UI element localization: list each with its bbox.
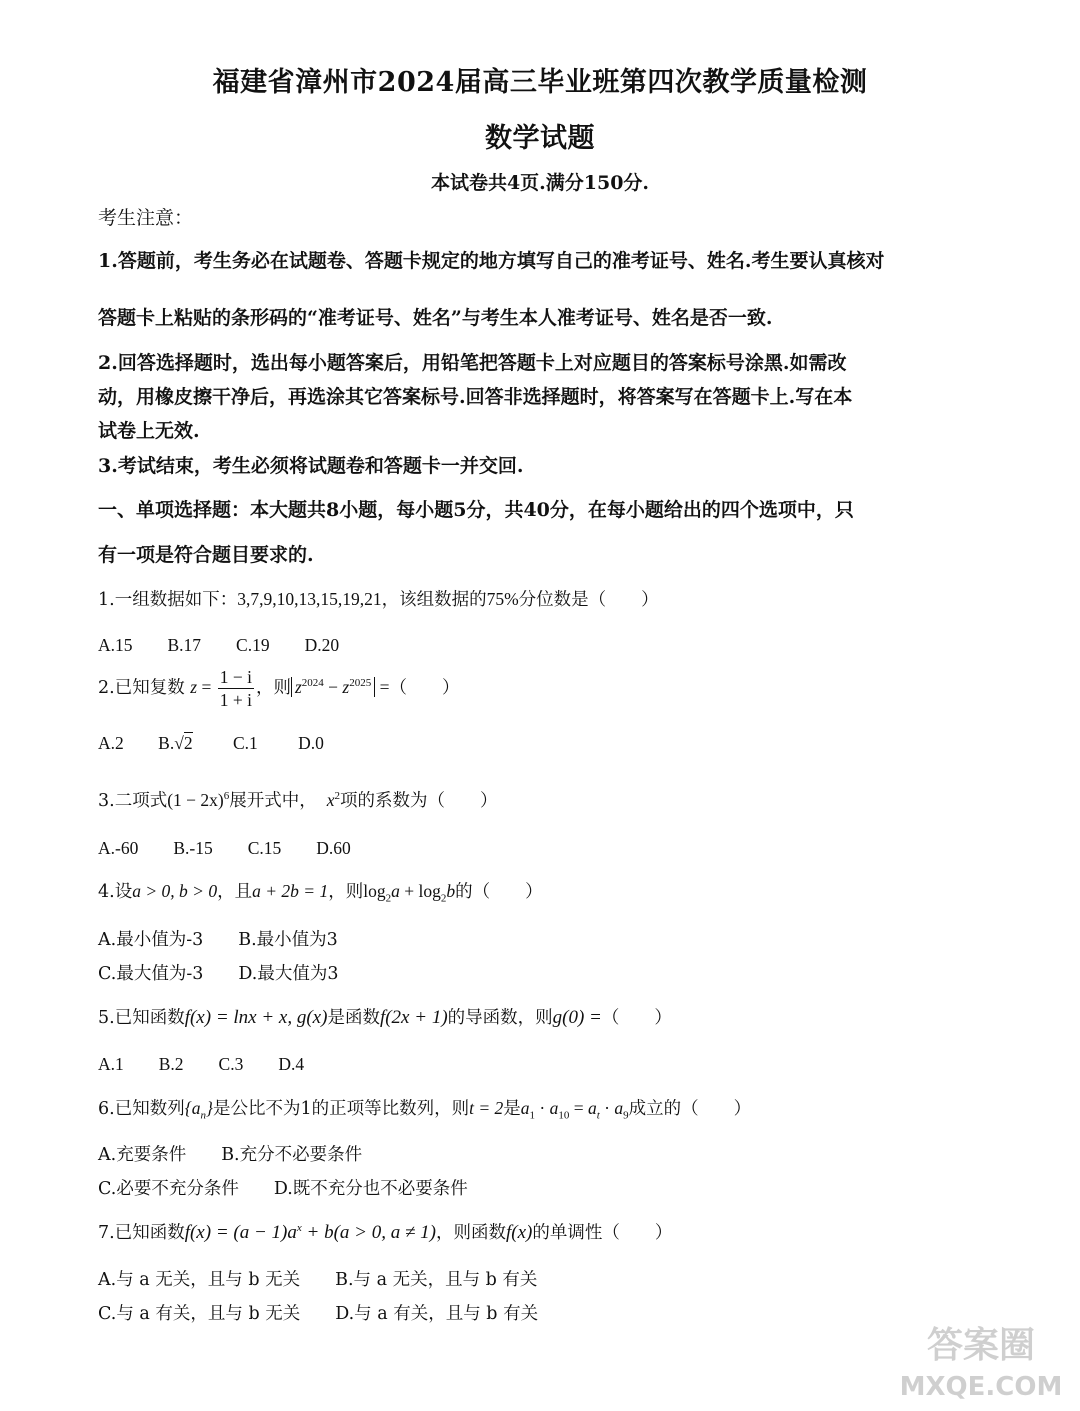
- q4-condition-2: a + 2b = 1: [252, 881, 329, 901]
- q3-x: x: [326, 790, 335, 810]
- question-5: [98, 1004, 672, 1029]
- notice-heading: 考生注意：: [98, 207, 194, 229]
- q3-expression: (1 − 2x): [167, 790, 224, 810]
- q4-plus: +: [399, 881, 419, 901]
- q7-suffix: 的单调性（ ）: [532, 1223, 673, 1243]
- q4-mid2: ，则: [328, 882, 364, 902]
- q2-option-b-value: 2: [183, 733, 193, 753]
- q1-options: A.15 B.17 C.19 D.20: [98, 635, 340, 655]
- q2-option-a: A.2: [98, 733, 124, 753]
- q4-prefix: 4.设: [98, 882, 133, 902]
- q7-function-f: f(x): [506, 1222, 533, 1243]
- q2-exp1: 2024: [301, 677, 324, 690]
- notice-p2-line3: 试卷上无效.: [98, 420, 200, 442]
- q7-options-cd: C.与 a 有关，且与 b 无关 D.与 a 有关，且与 b 有关: [98, 1304, 539, 1324]
- q2-z: z: [190, 677, 198, 697]
- question-6: [98, 1095, 751, 1120]
- q7-function-a: f(x) = (a − 1)a: [184, 1222, 297, 1243]
- question-7: [98, 1219, 672, 1244]
- q5-g0: g(0) =: [552, 1007, 602, 1028]
- q6-mid: 是公比不为1的正项等比数列，则: [212, 1099, 470, 1119]
- exam-subject: 数学试题: [485, 123, 595, 154]
- q6-seq-sub: n: [200, 1109, 206, 1122]
- q2-denominator: 1 + i: [219, 690, 252, 710]
- q2-options: [98, 733, 324, 754]
- q2-minus: −: [323, 677, 343, 697]
- q6-at: a: [587, 1098, 597, 1118]
- q1-data: 3,7,9,10,13,15,19,21: [237, 589, 382, 609]
- exam-title: 福建省漳州市2024届高三毕业班第四次教学质量检测: [212, 67, 868, 98]
- exam-info: 本试卷共4页.满分150分.: [430, 172, 650, 194]
- q5-mid2: 的导函数，则: [447, 1008, 553, 1028]
- q4-var1: a: [391, 881, 400, 901]
- q6-eq: =: [569, 1098, 588, 1118]
- q6-suffix: 成立的（ ）: [628, 1099, 752, 1119]
- q7-prefix: 7.已知函数: [98, 1223, 185, 1243]
- question-2: 2.已知复数 z = $\frac{1 - i}{1 + i}$ ，则 $z^{2024} - z^{2025}$ =（ ）: [98, 667, 460, 710]
- q4-log1: log: [363, 881, 386, 901]
- notice-p1-line2: 答题卡上粘贴的条形码的“准考证号、姓名”与考生本人准考证号、姓名是否一致.: [98, 307, 773, 329]
- q2-equals: =: [375, 677, 390, 697]
- q6-a1-sub: 1: [529, 1109, 536, 1122]
- q5-function-f: f(x) = lnx + x, g(x): [184, 1007, 328, 1028]
- q6-t: t = 2: [469, 1098, 504, 1118]
- q3-mid: 展开式中，: [229, 791, 317, 811]
- q6-a1: a: [520, 1098, 530, 1118]
- q6-seq-end: }: [205, 1098, 213, 1118]
- q5-prefix: 5.已知函数: [98, 1008, 185, 1028]
- q2-option-b: B.: [158, 733, 175, 753]
- question-1: [98, 586, 659, 611]
- q4-log2: log: [418, 881, 441, 901]
- q4-log1-base: 2: [385, 892, 392, 905]
- q2-base2: z: [342, 677, 350, 697]
- notice-p2-line1: 2.回答选择题时，选出每小题答案后，用铅笔把答题卡上对应题目的答案标号涂黑.如需改: [98, 352, 847, 374]
- q5-function-f2: f(2x + 1): [379, 1007, 448, 1028]
- q2-abs-expression: [291, 677, 375, 697]
- q4-options-cd: C.最大值为-3 D.最大值为3: [98, 964, 339, 984]
- q2-option-d: D.0: [298, 733, 324, 753]
- q4-var2: b: [446, 881, 456, 901]
- sqrt-icon: √: [174, 733, 184, 753]
- q7-x-exponent: x: [296, 1222, 302, 1235]
- q2-prefix: 2.已知复数: [98, 678, 185, 698]
- watermark-logo: [893, 1315, 1068, 1405]
- q5-mid: 是函数: [327, 1008, 380, 1028]
- question-3: [98, 787, 498, 812]
- q6-a10-sub: 10: [558, 1109, 570, 1122]
- q2-then: ，则: [255, 678, 291, 698]
- q5-options: A.1 B.2 C.3 D.4: [98, 1054, 305, 1074]
- q6-at-sub: t: [596, 1109, 600, 1122]
- section-heading-line2: 有一项是符合题目要求的.: [98, 544, 314, 566]
- q6-mid2: 是: [503, 1099, 521, 1119]
- q7-options-ab: A.与 a 无关，且与 b 无关 B.与 a 无关，且与 b 有关: [98, 1270, 538, 1290]
- q2-base1: z: [294, 677, 302, 697]
- watermark-line1: 答案圈: [926, 1325, 1036, 1366]
- q3-suffix: 项的系数为（ ）: [340, 791, 498, 811]
- q6-a10: a: [549, 1098, 559, 1118]
- q2-exp2: 2025: [349, 677, 372, 690]
- notice-p2-line2: 动，用橡皮擦干净后，再选涂其它答案标号.回答非选择题时，将答案写在答题卡上.写在本: [98, 386, 853, 408]
- question-4: [98, 878, 543, 903]
- q3-exponent: 6: [223, 790, 230, 803]
- q3-x-exponent: 2: [334, 790, 341, 803]
- q2-numerator: 1 − i: [219, 667, 252, 687]
- q4-options-ab: A.最小值为-3 B.最小值为3: [98, 930, 338, 950]
- q6-dot2: ·: [599, 1098, 615, 1118]
- q1-prefix: 1.一组数据如下：: [98, 590, 238, 610]
- q3-options: A.-60 B.-15 C.15 D.60: [98, 838, 351, 858]
- q4-condition-1: a > 0, b > 0: [132, 881, 218, 901]
- q5-paren: （ ）: [601, 1008, 672, 1028]
- q6-prefix: 6.已知数列: [98, 1099, 185, 1119]
- q1-suffix: 分位数是（ ）: [518, 590, 659, 610]
- q6-dot1: ·: [535, 1098, 550, 1118]
- watermark-line2: MXQE.COM: [899, 1372, 1063, 1402]
- q1-percent: 75%: [486, 589, 519, 609]
- q7-mid: ，则函数: [436, 1223, 506, 1243]
- q3-prefix: 3.二项式: [98, 791, 168, 811]
- notice-p3: 3.考试结束，考生必须将试题卷和答题卡一并交回.: [98, 455, 524, 477]
- q6-a9-sub: 9: [623, 1109, 629, 1122]
- q6-a9: a: [614, 1098, 624, 1118]
- q6-options-cd: C.必要不充分条件 D.既不充分也不必要条件: [98, 1179, 468, 1199]
- q2-option-c: C.1: [232, 733, 258, 753]
- q6-options-ab: A.充要条件 B.充分不必要条件: [98, 1145, 363, 1165]
- q4-suffix: 的（ ）: [455, 882, 543, 902]
- q4-mid1: ，且: [217, 882, 253, 902]
- q4-log2-base: 2: [440, 892, 447, 905]
- q1-mid: ，该组数据的: [381, 590, 487, 610]
- notice-p1-line1: 1.答题前，考生务必在试题卷、答题卡规定的地方填写自己的准考证号、姓名.考生要认真核对: [98, 250, 885, 272]
- q7-function-b: + b(a > 0, a ≠ 1): [301, 1222, 436, 1243]
- q2-paren: （ ）: [389, 678, 460, 698]
- q2-fraction: [218, 666, 254, 711]
- q6-seq: {a: [184, 1098, 201, 1118]
- section-heading-line1: 一、单项选择题：本大题共8小题，每小题5分，共40分，在每小题给出的四个选项中，只: [98, 499, 854, 521]
